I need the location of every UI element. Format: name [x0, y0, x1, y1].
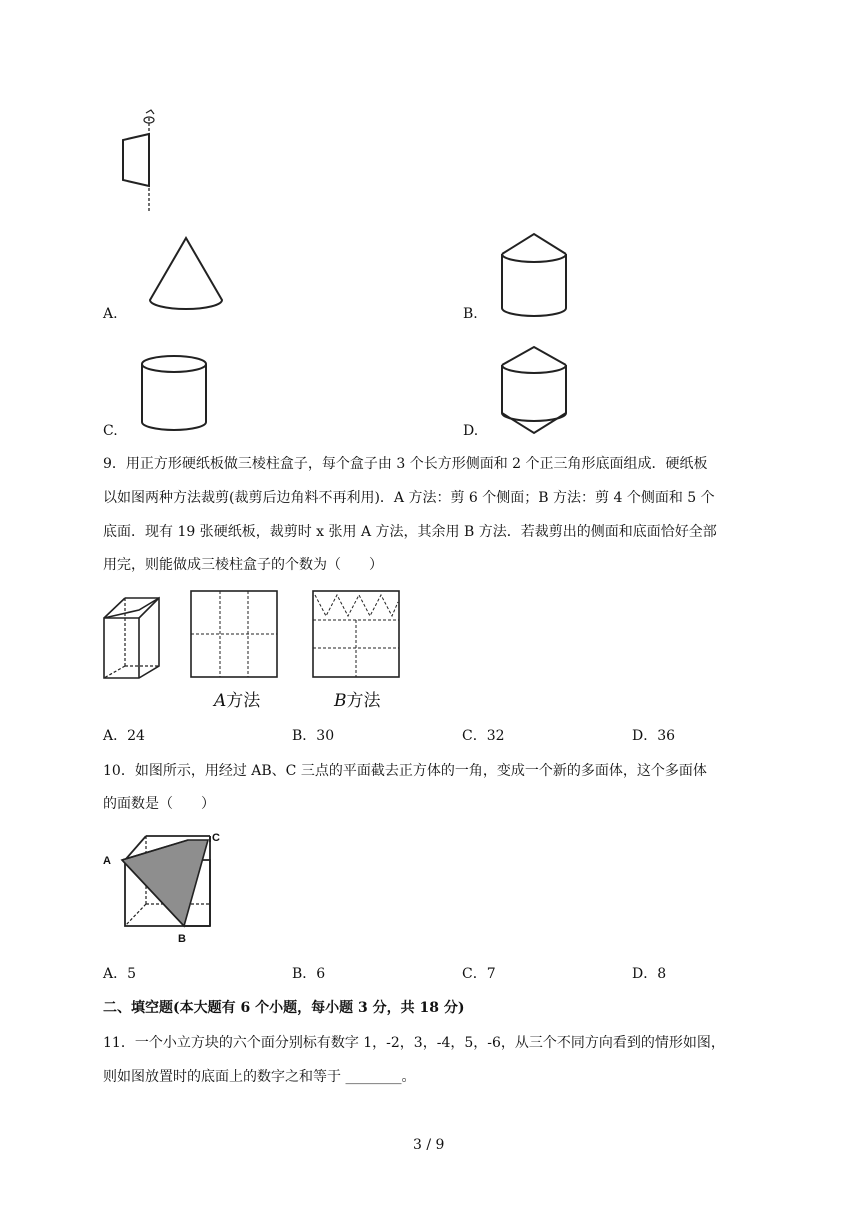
- method-b-figure: [312, 590, 402, 680]
- page-number: 3 / 9: [413, 1137, 445, 1153]
- q10-line-1: 10．如图所示，用经过 AB、C 三点的平面截去正方体的一角，变成一个新的多面体，这个多面体: [103, 763, 707, 779]
- q11-line-1: 11．一个小立方块的六个面分别标有数字 1，-2，3，-4，5，-6，从三个不同方向看到的情形如图，: [103, 1035, 725, 1051]
- method-a-caption: [214, 686, 260, 711]
- q9-option-a: A．24: [103, 728, 145, 744]
- option-b-label: B.: [463, 306, 478, 322]
- cube-cut-figure: [100, 828, 230, 948]
- q9-option-b: B．30: [292, 728, 335, 744]
- cylinder-cone-figure: [494, 230, 574, 322]
- method-a-letter: A: [214, 691, 227, 711]
- q9-line-3: 底面．现有 19 张硬纸板，裁剪时 x 张用 A 方法，其余用 B 方法．若裁剪出的侧面和底面恰好全部: [103, 524, 717, 540]
- q9-option-d: D．36: [632, 728, 676, 744]
- triangular-prism-figure: [101, 590, 163, 682]
- option-d-label: D.: [463, 423, 479, 439]
- q10-line-2: 的面数是（ ）: [103, 796, 215, 812]
- point-a-label: A: [103, 855, 111, 867]
- q10-option-a: A．5: [103, 966, 137, 982]
- q10-option-b: B．6: [292, 966, 326, 982]
- q10-option-d: D．8: [632, 966, 667, 982]
- q9-line-2: 以如图两种方法裁剪(裁剪后边角料不再利用)．A 方法：剪 6 个侧面；B 方法：剪 4 个侧面和 5 个: [103, 490, 715, 506]
- option-a-label: A.: [103, 306, 118, 322]
- method-b-text: 方法: [346, 691, 381, 711]
- method-b-caption: [334, 686, 381, 711]
- point-c-label: C: [212, 832, 220, 844]
- cone-figure: [144, 234, 226, 316]
- section-2-heading: 二、填空题(本大题有 6 个小题，每小题 3 分，共 18 分): [103, 1000, 465, 1016]
- q9-option-c: C．32: [462, 728, 505, 744]
- option-c-label: C.: [103, 423, 118, 439]
- method-a-text: 方法: [226, 691, 261, 711]
- method-b-letter: B: [334, 691, 347, 711]
- q11-line-2: 则如图放置时的底面上的数字之和等于 ________。: [103, 1069, 416, 1085]
- q9-line-4: 用完，则能做成三棱柱盒子的个数为（ ）: [103, 557, 383, 573]
- rotation-figure: [110, 108, 170, 218]
- double-cone-cylinder-figure: [494, 343, 574, 437]
- q10-option-c: C．7: [462, 966, 496, 982]
- point-b-label: B: [178, 933, 186, 945]
- cylinder-figure: [138, 352, 212, 434]
- q9-line-1: 9．用正方形硬纸板做三棱柱盒子，每个盒子由 3 个长方形侧面和 2 个正三角形底面组成．硬纸板: [103, 456, 708, 472]
- method-a-figure: [190, 590, 280, 680]
